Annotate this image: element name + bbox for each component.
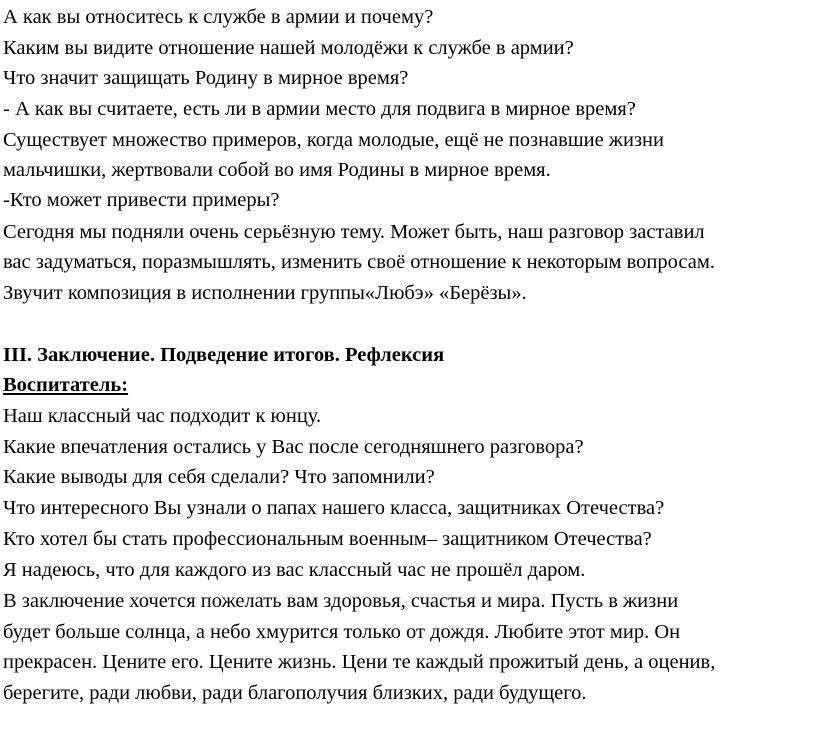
closing-line-6: Я надеюсь, что для каждого из вас классный час не прошёл даром.	[3, 559, 586, 581]
closing-line-10: берегите, ради любви, ради благополучия близких, ради будущего.	[3, 682, 587, 704]
closing-line-7: В заключение хочется пожелать вам здоровья, счастья и мира. Пусть в жизни	[3, 590, 679, 612]
speaker-label: Воспитатель:	[3, 374, 129, 396]
text-line-5: Существует множество примеров, когда молодые, ещё не познавшие жизни	[3, 129, 664, 151]
closing-line-3: Какие выводы для себя сделали? Что запомнили?	[3, 466, 435, 488]
section-heading: III. Заключение. Подведение итогов. Рефлексия	[3, 344, 445, 366]
closing-line-4: Что интересного Вы узнали о папах нашего класса, защитниках Отечества?	[3, 497, 665, 519]
text-line-4: - А как вы считаете, есть ли в армии место для подвига в мирное время?	[3, 98, 636, 120]
closing-line-5: Кто хотел бы стать профессиональным военным– защитником Отечества?	[3, 528, 652, 550]
text-line-10: Звучит композиция в исполнении группы«Любэ» «Берёзы».	[3, 282, 527, 304]
text-line-9: вас задуматься, поразмышлять, изменить своё отношение к некоторым вопросам.	[3, 251, 715, 273]
text-line-8: Сегодня мы подняли очень серьёзную тему. Может быть, наш разговор заставил	[3, 221, 705, 243]
closing-line-8: будет больше солнца, а небо хмурится только от дождя. Любите этот мир. Он	[3, 621, 681, 643]
closing-line-2: Какие впечатления остались у Вас после сегодняшнего разговора?	[3, 436, 584, 458]
text-line-1: А как вы относитесь к службе в армии и почему?	[3, 6, 434, 28]
closing-line-9: прекрасен. Цените его. Цените жизнь. Цени те каждый прожитый день, а оценив,	[3, 651, 716, 673]
text-line-7: -Кто может привести примеры?	[3, 189, 280, 211]
text-line-2: Каким вы видите отношение нашей молодёжи к службе в армии?	[3, 37, 574, 59]
text-line-3: Что значит защищать Родину в мирное время?	[3, 67, 409, 89]
text-line-6: мальчишки, жертвовали собой во имя Родины в мирное время.	[3, 159, 551, 181]
closing-line-1: Наш классный час подходит к юнцу.	[3, 405, 322, 427]
